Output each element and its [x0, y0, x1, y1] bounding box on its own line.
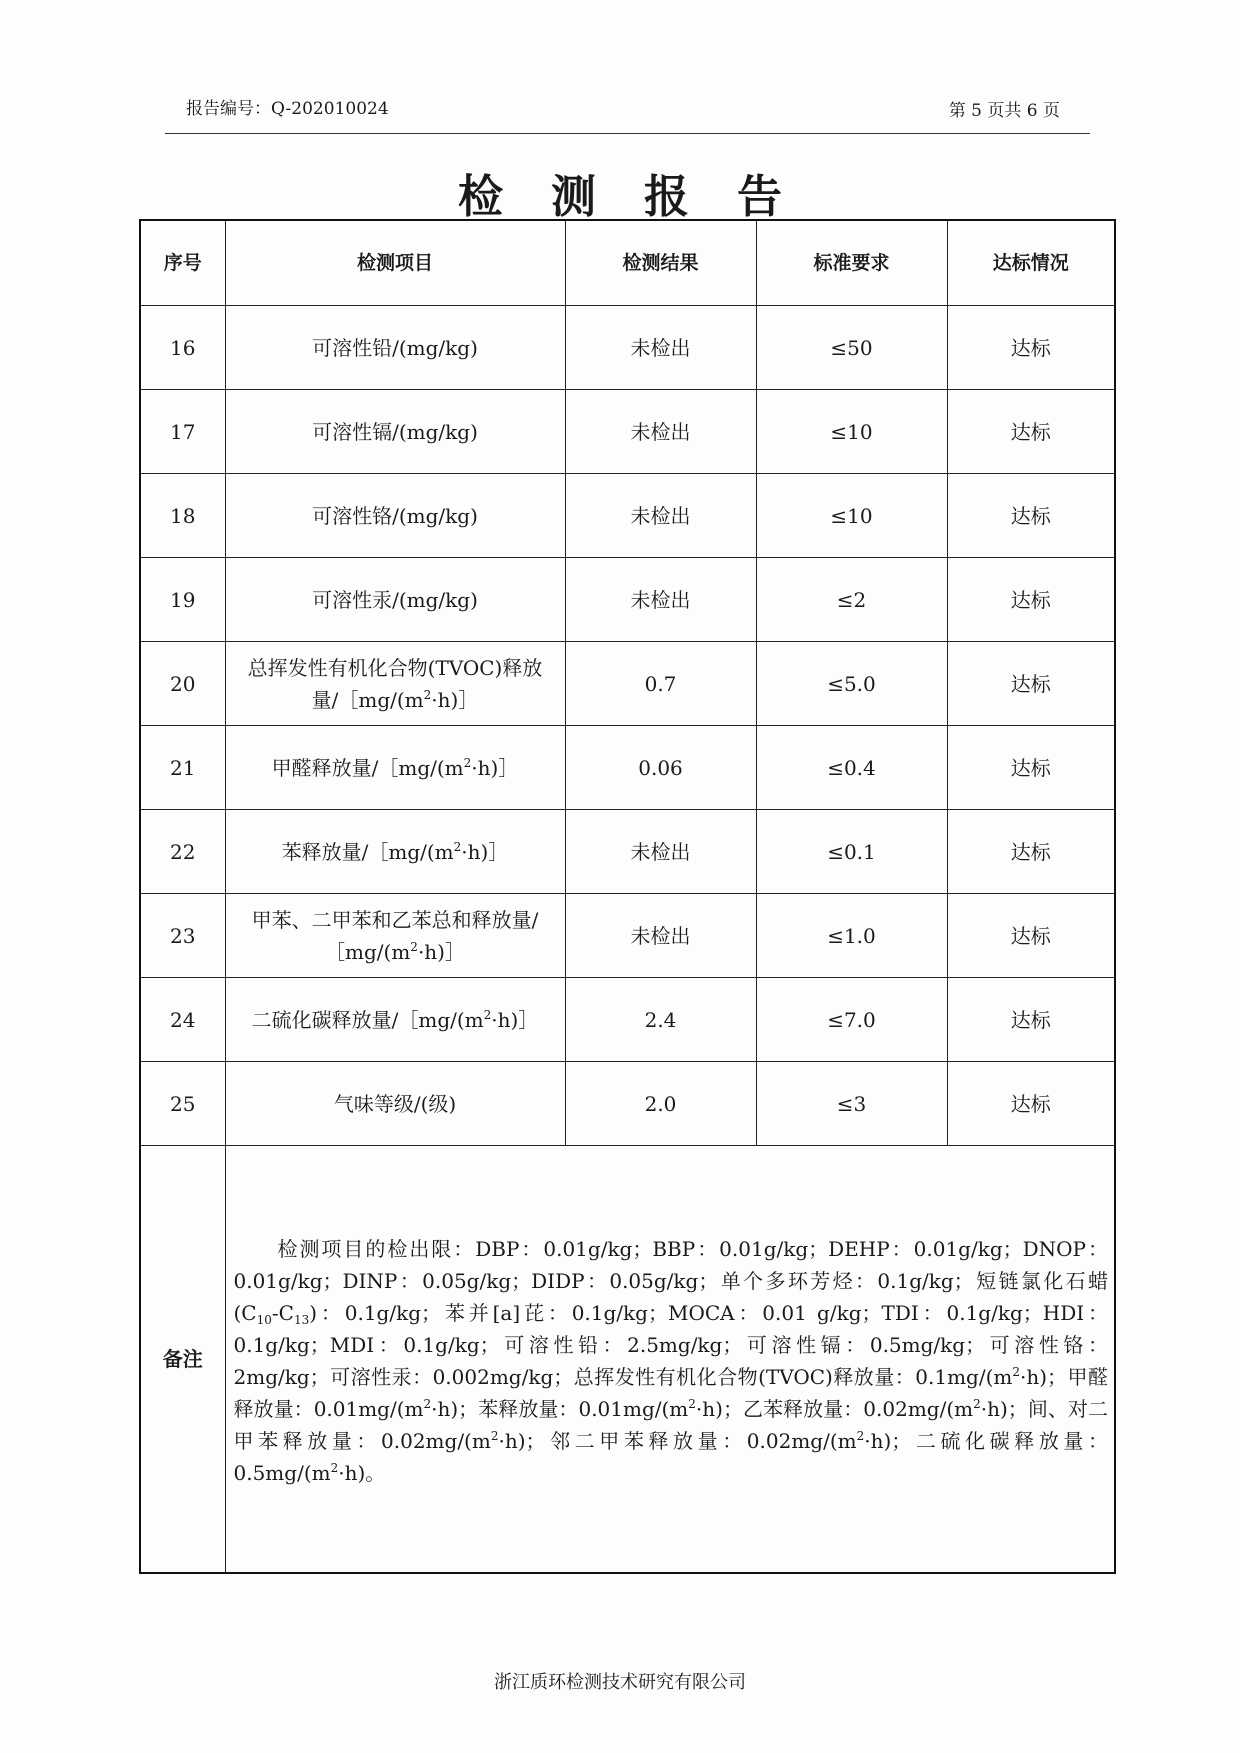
item-text: 甲醛释放量/［mg/(m: [271, 755, 464, 780]
row-result: 0.7: [565, 642, 756, 726]
table-row: [140, 978, 1115, 1062]
item-text: ·h)］: [471, 755, 519, 780]
row-status: 达标: [947, 558, 1115, 642]
row-result: 未检出: [565, 810, 756, 894]
row-result: 0.06: [565, 726, 756, 810]
row-no: 17: [140, 390, 225, 474]
table-row: [140, 810, 1115, 894]
table-row: [140, 642, 1115, 726]
item-text: ·h)］: [491, 1007, 539, 1032]
row-status: 达标: [947, 810, 1115, 894]
row-requirement: ≤7.0: [756, 978, 947, 1062]
row-requirement: ≤10: [756, 390, 947, 474]
item-text: 二硫化碳释放量/［mg/(m: [251, 1007, 484, 1032]
report-number: 报告编号：Q-202010024: [186, 99, 389, 119]
row-result: 未检出: [565, 558, 756, 642]
table-row: [140, 558, 1115, 642]
row-item: 可溶性汞/(mg/kg): [225, 558, 565, 642]
table-row: [140, 390, 1115, 474]
superscript: 2: [410, 939, 418, 954]
item-text: 量/［mg/(m: [311, 687, 424, 712]
row-item: [225, 810, 565, 894]
item-text: ·h)］: [417, 939, 465, 964]
row-status: 达标: [947, 1062, 1115, 1146]
results-table: [139, 219, 1116, 1574]
col-header-item: 检测项目: [225, 220, 565, 306]
table-row: [140, 474, 1115, 558]
row-no: 20: [140, 642, 225, 726]
header-divider: [165, 133, 1090, 134]
row-status: 达标: [947, 978, 1115, 1062]
row-requirement: ≤5.0: [756, 642, 947, 726]
row-requirement: ≤2: [756, 558, 947, 642]
item-text: 总挥发性有机化合物(TVOC)释放: [247, 655, 543, 680]
row-requirement: ≤10: [756, 474, 947, 558]
superscript: 2: [423, 687, 432, 702]
superscript: 2: [483, 1007, 492, 1022]
row-no: 16: [140, 306, 225, 390]
remark-label: 备注: [140, 1146, 225, 1574]
table-row: [140, 1062, 1115, 1146]
row-requirement: ≤50: [756, 306, 947, 390]
col-header-no: 序号: [140, 220, 225, 306]
page-title: 检测报告: [457, 170, 830, 223]
row-requirement: ≤3: [756, 1062, 947, 1146]
row-no: 19: [140, 558, 225, 642]
table-row: [140, 894, 1115, 978]
row-item: 可溶性铬/(mg/kg): [225, 474, 565, 558]
row-requirement: ≤1.0: [756, 894, 947, 978]
row-result: 未检出: [565, 894, 756, 978]
row-item: 可溶性镉/(mg/kg): [225, 390, 565, 474]
col-header-result: 检测结果: [565, 220, 756, 306]
row-item: [225, 978, 565, 1062]
row-item: 可溶性铅/(mg/kg): [225, 306, 565, 390]
row-no: 24: [140, 978, 225, 1062]
item-text: 苯释放量/［mg/(m: [281, 839, 454, 864]
table-row: [140, 726, 1115, 810]
row-status: 达标: [947, 390, 1115, 474]
row-requirement: ≤0.4: [756, 726, 947, 810]
row-status: 达标: [947, 474, 1115, 558]
row-no: 25: [140, 1062, 225, 1146]
row-item: [225, 726, 565, 810]
row-no: 21: [140, 726, 225, 810]
row-no: 18: [140, 474, 225, 558]
row-result: 2.4: [565, 978, 756, 1062]
row-item: [225, 894, 565, 978]
row-result: 2.0: [565, 1062, 756, 1146]
table-row: [140, 306, 1115, 390]
page-indicator: 第 5 页共 6 页: [948, 101, 1060, 121]
row-status: 达标: [947, 726, 1115, 810]
row-no: 22: [140, 810, 225, 894]
row-item: 气味等级/(级): [225, 1062, 565, 1146]
row-status: 达标: [947, 642, 1115, 726]
row-item: [225, 642, 565, 726]
row-status: 达标: [947, 306, 1115, 390]
col-header-status: 达标情况: [947, 220, 1115, 306]
row-result: 未检出: [565, 474, 756, 558]
footer-company: 浙江质环检测技术研究有限公司: [494, 1672, 746, 1693]
remark-row: [140, 1146, 1115, 1574]
row-result: 未检出: [565, 306, 756, 390]
row-status: 达标: [947, 894, 1115, 978]
row-result: 未检出: [565, 390, 756, 474]
table-header-row: [140, 220, 1115, 306]
row-requirement: ≤0.1: [756, 810, 947, 894]
superscript: 2: [453, 839, 462, 854]
superscript: 2: [463, 755, 472, 770]
col-header-requirement: 标准要求: [756, 220, 947, 306]
item-text: ·h)］: [431, 687, 479, 712]
item-text: 甲苯、二甲苯和乙苯总和释放量/: [251, 907, 539, 932]
remark-text: 检测项目的检出限：DBP：0.01g/kg；BBP：0.01g/kg；DEHP：0.01g/kg；DNOP：0.01g/kg；DINP：0.05g/kg；DIDP：0.05g/kg；单个多环芳烃：0.1g/kg；短链氯化石蜡$(C_{10}-C_{13})$：0.1g/kg；苯并[a]芘：0.1g/kg；MOCA：0.01 g/kg；TDI：0.1g/kg；HDI：0.1g/kg；MDI：0.1g/kg；可溶性铅：2.5mg/kg；可溶性镉：0.5mg/kg；可溶性铬：2mg/kg；可溶性汞：0.002mg/kg；总挥发性有机化合物(TVOC)释放量：$0.1mg/(m^2\cdot h)$；甲醛释放量：$0.01mg/(m^2\cdot h)$；苯释放量：$0.01mg/(m^2\cdot h)$；乙苯释放量：$0.02mg/(m^2\cdot h)$；间、对二甲苯释放量：$0.02mg/(m^2\cdot h)$；邻二甲苯释放量：$0.02mg/(m^2\cdot h)$；二硫化碳释放量：$0.5mg/(m^2\cdot h)$。: [225, 1146, 1115, 1574]
item-text: ·h)］: [461, 839, 509, 864]
row-no: 23: [140, 894, 225, 978]
item-text: ［mg/(m: [325, 939, 411, 964]
